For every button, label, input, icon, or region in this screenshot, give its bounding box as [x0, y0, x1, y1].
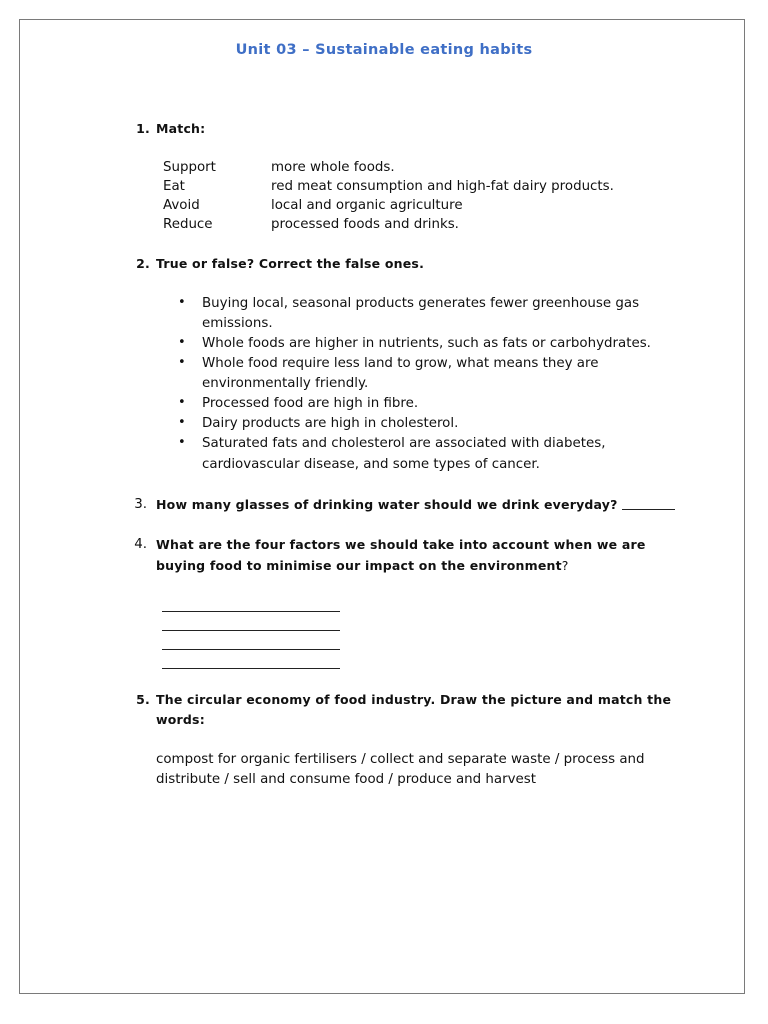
q1-verb-2: Eat [163, 179, 185, 194]
bullet-dot-icon: • [178, 415, 186, 430]
q2-statement-1-line-2: emissions. [202, 316, 273, 331]
q4-prompt-line-1: What are the four factors we should take into account when we are [156, 537, 646, 552]
q2-statement-4: Processed food are high in fibre. [202, 396, 419, 411]
q2-number: 2. [136, 256, 150, 271]
q2-statement-5: Dairy products are high in cholesterol. [202, 416, 459, 431]
q3-answer-blank[interactable] [622, 509, 675, 510]
q3-number: 3. [134, 497, 147, 512]
q4-number: 4. [134, 537, 147, 552]
q3-line [156, 497, 675, 512]
bullet-dot-icon: • [178, 395, 186, 410]
q1-phrase-3: local and organic agriculture [271, 198, 463, 213]
q4-answer-line-3[interactable] [162, 649, 340, 650]
q5-prompt-line-1: The circular economy of food industry. Draw the picture and match the [156, 692, 672, 707]
q2-statement-3-line-2: environmentally friendly. [202, 376, 369, 391]
q1-prompt: Match: [156, 121, 206, 136]
q1-phrase-2: red meat consumption and high-fat dairy products. [271, 179, 614, 194]
q2-prompt: True or false? Correct the false ones. [156, 256, 425, 271]
q4-answer-line-2[interactable] [162, 630, 340, 631]
q2-statement-3-line-1: Whole food require less land to grow, what means they are [202, 356, 599, 371]
q2-statement-2: Whole foods are higher in nutrients, such as fats or carbohydrates. [202, 336, 651, 351]
q1-verb-4: Reduce [163, 217, 213, 232]
q5-words-line-1: compost for organic fertilisers / collect and separate waste / process and [156, 752, 645, 767]
bullet-dot-icon: • [178, 335, 186, 350]
q5-prompt-line-2: words: [156, 712, 205, 727]
q4-answer-line-4[interactable] [162, 668, 340, 669]
page-title: Unit 03 – Sustainable eating habits [235, 42, 533, 58]
q2-statement-6-line-2: cardiovascular disease, and some types of cancer. [202, 457, 540, 472]
q2-statement-1-line-1: Buying local, seasonal products generates fewer greenhouse gas [202, 296, 640, 311]
bullet-dot-icon: • [178, 295, 186, 310]
q1-verb-1: Support [163, 160, 216, 175]
q3-prompt: How many glasses of drinking water should we drink everyday? [156, 497, 618, 512]
bullet-dot-icon: • [178, 355, 186, 370]
q5-number: 5. [136, 692, 150, 707]
q4-question-mark: ? [561, 558, 569, 573]
q2-statement-6-line-1: Saturated fats and cholesterol are associated with diabetes, [202, 436, 606, 451]
q4-prompt-line-2 [156, 558, 569, 573]
q4-prompt-text: buying food to minimise our impact on the environment [156, 558, 562, 573]
q1-phrase-4: processed foods and drinks. [271, 217, 459, 232]
q1-verb-3: Avoid [163, 198, 200, 213]
q5-words-line-2: distribute / sell and consume food / produce and harvest [156, 772, 536, 787]
q1-number: 1. [136, 121, 150, 136]
bullet-dot-icon: • [178, 435, 186, 450]
q1-phrase-1: more whole foods. [271, 160, 395, 175]
q4-answer-line-1[interactable] [162, 611, 340, 612]
